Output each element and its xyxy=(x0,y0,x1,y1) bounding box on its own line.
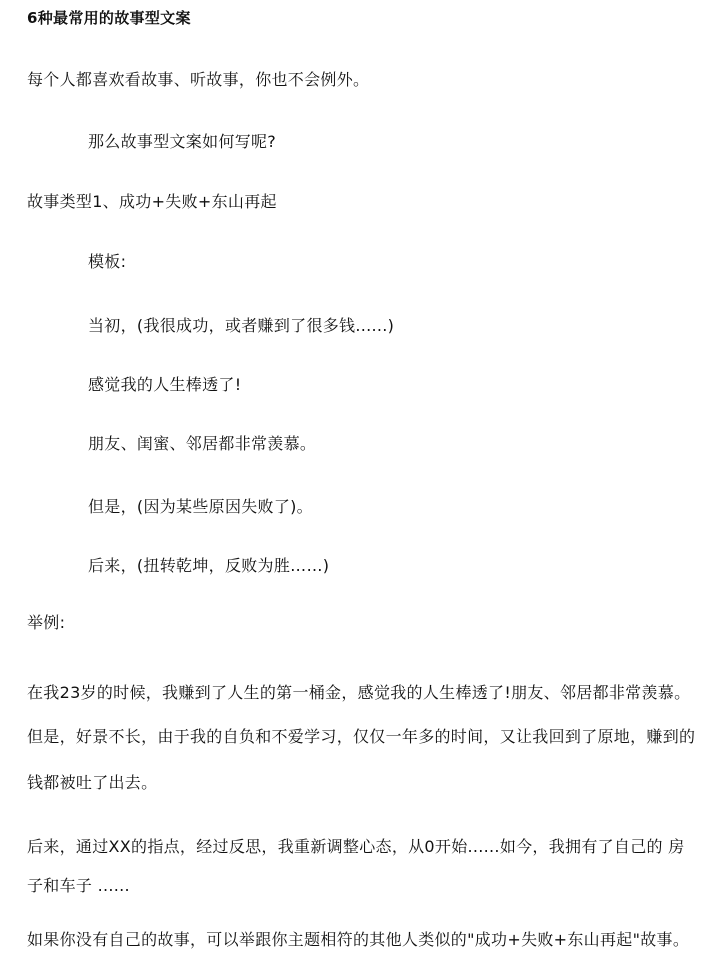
example-heading: 举例: xyxy=(27,613,66,632)
template-heading: 模板: xyxy=(88,252,127,271)
intro-paragraph: 每个人都喜欢看故事、听故事，你也不会例外。 xyxy=(27,70,370,89)
template-line: 后来，(扭转乾坤，反败为胜……) xyxy=(88,556,330,575)
template-line: 当初，(我很成功，或者赚到了很多钱......) xyxy=(88,316,395,335)
example-line: 后来，通过XX的指点，经过反思，我重新调整心态，从0开始......如今，我拥有了自己的 房 xyxy=(27,837,685,856)
closing-paragraph: 如果你没有自己的故事，可以举跟你主题相符的其他人类似的"成功+失败+东山再起"故事。 xyxy=(27,930,690,949)
example-line: 但是，好景不长，由于我的自负和不爱学习，仅仅一年多的时间，又让我回到了原地，赚到的 xyxy=(27,727,696,746)
example-line: 钱都被吐了出去。 xyxy=(27,773,158,792)
template-line: 但是，(因为某些原因失败了)。 xyxy=(88,497,313,516)
example-line: 子和车子 ...... xyxy=(27,876,130,895)
template-line: 感觉我的人生棒透了! xyxy=(88,375,242,394)
document-title: 6种最常用的故事型文案 xyxy=(27,9,191,27)
template-line: 朋友、闺蜜、邻居都非常羡慕。 xyxy=(88,434,317,453)
story-type-heading: 故事类型1、成功+失败+东山再起 xyxy=(27,192,277,211)
question-line: 那么故事型文案如何写呢? xyxy=(88,132,277,151)
example-line: 在我23岁的时候，我赚到了人生的第一桶金，感觉我的人生棒透了!朋友、邻居都非常羡慕。 xyxy=(27,683,691,702)
